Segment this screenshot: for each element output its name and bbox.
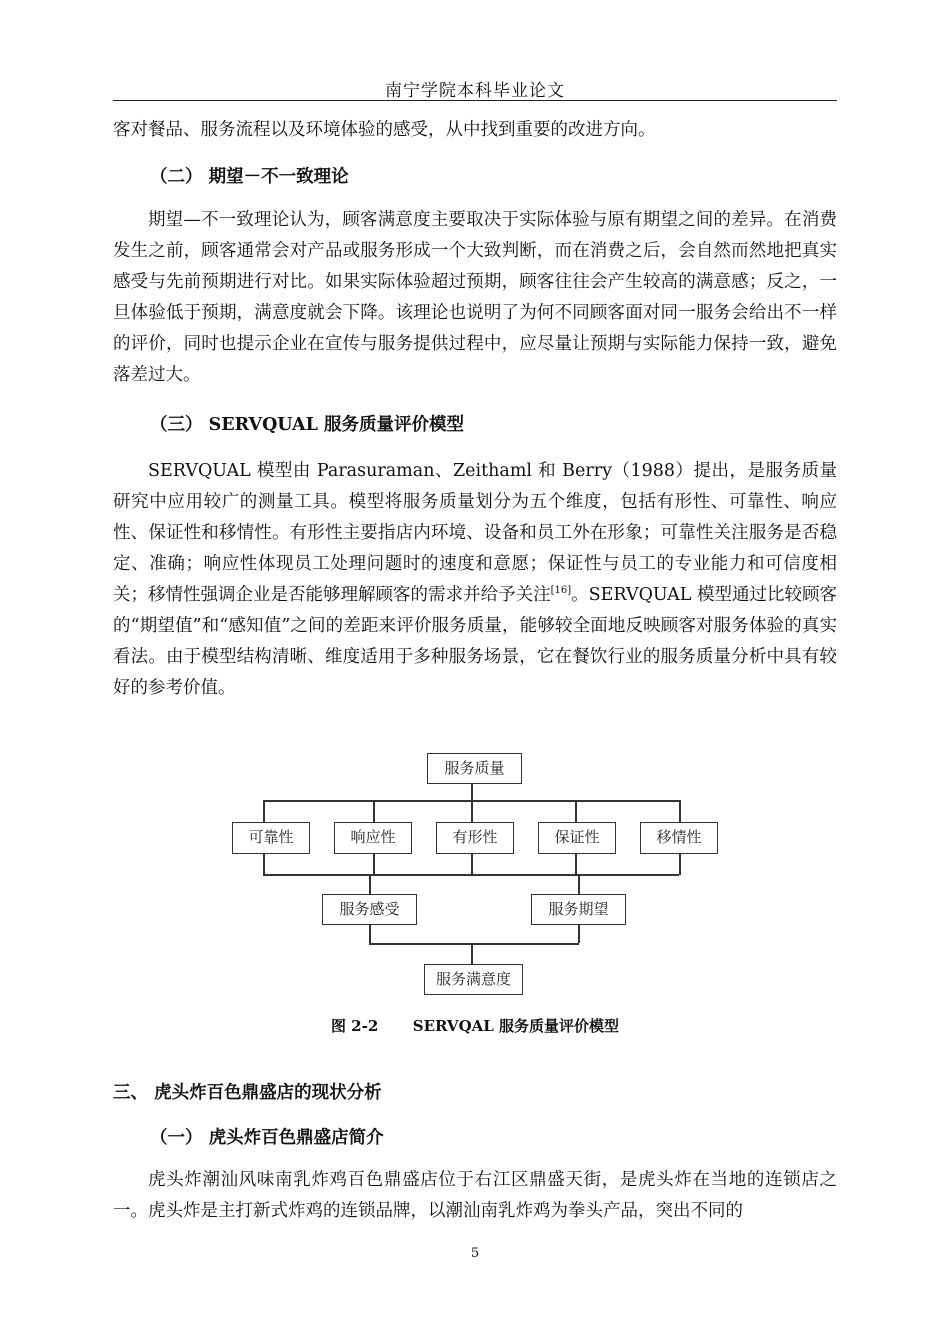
connector-perceived [369, 874, 371, 894]
connector-dim-4 [575, 800, 577, 822]
connector-bottom-bar [369, 943, 579, 945]
connector-expected [578, 874, 580, 894]
paragraph-servqual [113, 456, 837, 704]
connector-result [471, 943, 473, 964]
connector-top [471, 783, 473, 800]
box-reliability: 可靠性 [232, 822, 310, 854]
box-service-satisfaction: 服务满意度 [424, 964, 523, 995]
figure-caption [0, 1015, 950, 1036]
connector-dim-1-down [263, 853, 265, 875]
box-service-perception: 服务感受 [322, 894, 417, 925]
box-responsiveness: 响应性 [334, 822, 412, 854]
connector-dim-3 [471, 800, 473, 822]
box-service-quality: 服务质量 [427, 753, 522, 784]
box-assurance: 保证性 [538, 822, 616, 854]
connector-perceived-down [369, 925, 371, 943]
section-heading-expectation: （二） 期望－不一致理论 [150, 167, 349, 187]
chapter-heading-status: 三、 虎头炸百色鼎盛店的现状分析 [113, 1083, 382, 1103]
figure-caption-number: 图 2-2 [330, 1017, 379, 1035]
section-heading-store-intro: （一） 虎头炸百色鼎盛店简介 [150, 1128, 384, 1148]
section-heading-servqual: （三） SERVQUAL 服务质量评价模型 [150, 415, 465, 435]
paragraph-store-intro: 虎头炸潮汕风味南乳炸鸡百色鼎盛店位于右江区鼎盛天街，是虎头炸在当地的连锁店之一。虎头炸是主打新式炸鸡的连锁品牌，以潮汕南乳炸鸡为拳头产品，突出不同的 [113, 1170, 837, 1221]
connector-dim-5-down [679, 853, 681, 875]
paragraph-continuation: 客对餐品、服务流程以及环境体验的感受，从中找到重要的改进方向。 [113, 120, 656, 140]
connector-dim-1 [263, 800, 265, 822]
connector-dim-3-down [471, 853, 473, 875]
paragraph-servqual-part1: SERVQUAL 模型由 Parasuraman、Zeithaml 和 Berry（1988）提出，是服务质量研究中应用较广的测量工具。模型将服务质量划分为五个维度，包括有形性、可靠性、响应性、保证性和移情性。有形性主要指店内环境、设备和员工外在形象；可靠性关注服务是否稳定、准确；响应性体现员工处理问题时的速度和意愿；保证性与员工的专业能力和可信度相关；移情性强调企业是否能够理解顾客的需求并给予关注 [113, 461, 837, 605]
connector-dim-5 [679, 800, 681, 822]
connector-dim-2-down [373, 853, 375, 875]
citation-16: [16] [550, 585, 572, 597]
connector-mid-bar [263, 874, 679, 876]
paragraph-servqual-part2: 。SERVQUAL 模型通过比较顾客的“期望值”和“感知值”之间的差距来评价服务质量，能够较全面地反映顾客对服务体验的真实看法。由于模型结构清晰、维度适用于多种服务场景，它在餐饮行业的服务质量分析中具有较好的参考价值。 [113, 585, 837, 698]
connector-expected-down [578, 925, 580, 943]
box-service-expectation: 服务期望 [531, 894, 626, 925]
connector-dim-4-down [575, 853, 577, 875]
figure-caption-text: SERVQAL 服务质量评价模型 [412, 1017, 620, 1035]
paragraph-expectation-theory: 期望—不一致理论认为，顾客满意度主要取决于实际体验与原有期望之间的差异。在消费发生之前，顾客通常会对产品或服务形成一个大致判断，而在消费之后，会自然而然地把真实感受与先前预期进行对比。如果实际体验超过预期，顾客往往会产生较高的满意感；反之，一旦体验低于预期，满意度就会下降。该理论也说明了为何不同顾客面对同一服务会给出不一样的评价，同时也提示企业在宣传与服务提供过程中，应尽量让预期与实际能力保持一致，避免落差过大。 [113, 210, 837, 385]
connector-dim-2 [373, 800, 375, 822]
page-number: 5 [470, 1246, 480, 1261]
page-header: 南宁学院本科毕业论文 [385, 81, 565, 101]
box-tangibles: 有形性 [436, 822, 514, 854]
box-empathy: 移情性 [640, 822, 718, 854]
header-rule [113, 100, 837, 101]
